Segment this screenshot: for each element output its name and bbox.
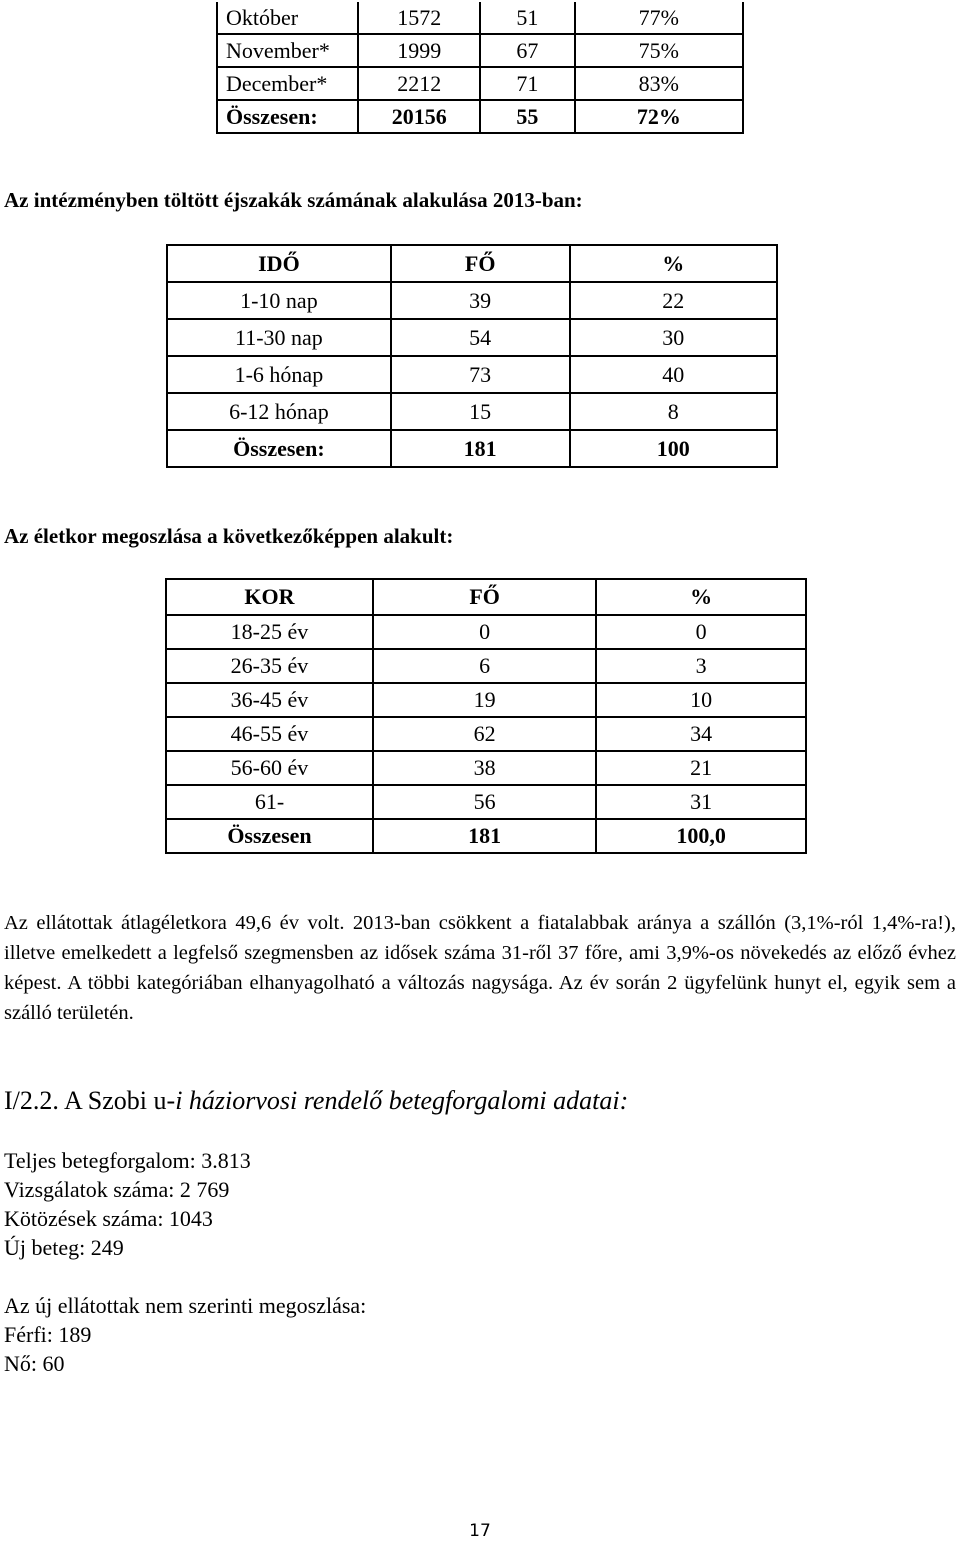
- table-cell: 73: [391, 356, 570, 393]
- table-cell: November*: [217, 34, 358, 67]
- table-cell: 6-12 hónap: [167, 393, 391, 430]
- table-cell: 31: [596, 785, 806, 819]
- nights-table: [166, 244, 778, 468]
- table-cell: 30: [570, 319, 777, 356]
- table-cell: 181: [391, 430, 570, 467]
- gender-heading: Az új ellátottak nem szerinti megoszlása:: [4, 1293, 367, 1318]
- table-cell: 55: [480, 100, 575, 133]
- gender-line: Nő: 60: [4, 1351, 65, 1376]
- section-title: [4, 1086, 628, 1116]
- table-cell: 38: [373, 751, 596, 785]
- monthly-table: [216, 2, 744, 134]
- table-row: [166, 649, 806, 683]
- table-cell: 83%: [575, 67, 743, 100]
- table-cell: 10: [596, 683, 806, 717]
- table-row: [166, 785, 806, 819]
- table-cell: 72%: [575, 100, 743, 133]
- gender-line: Férfi: 189: [4, 1322, 92, 1347]
- table-row: [217, 67, 743, 100]
- table-cell: 51: [480, 2, 575, 34]
- table-cell: 100: [570, 430, 777, 467]
- age-table: [165, 578, 807, 854]
- section-title-italic: i háziorvosi rendelő betegforgalomi adatai:: [175, 1086, 629, 1115]
- table-cell: 46-55 év: [166, 717, 373, 751]
- table-row: [167, 282, 777, 319]
- table-cell: 39: [391, 282, 570, 319]
- table-cell: 6: [373, 649, 596, 683]
- table-row: [166, 683, 806, 717]
- table-row: [217, 34, 743, 67]
- table-cell: Október: [217, 2, 358, 34]
- age-heading: Az életkor megoszlása a következőképpen alakult:: [4, 524, 454, 548]
- column-header: FŐ: [373, 579, 596, 615]
- table-row: [166, 751, 806, 785]
- table-cell: 20156: [358, 100, 480, 133]
- table-cell: 21: [596, 751, 806, 785]
- table-cell: 22: [570, 282, 777, 319]
- table-cell: 56-60 év: [166, 751, 373, 785]
- table-cell: 71: [480, 67, 575, 100]
- table-cell: 1-10 nap: [167, 282, 391, 319]
- table-cell: 18-25 év: [166, 615, 373, 649]
- table-cell: 54: [391, 319, 570, 356]
- table-row: [167, 356, 777, 393]
- column-header: KOR: [166, 579, 373, 615]
- table-cell: Összesen:: [167, 430, 391, 467]
- table-cell: 0: [373, 615, 596, 649]
- table-cell: 3: [596, 649, 806, 683]
- table-cell: 40: [570, 356, 777, 393]
- table-cell: 1572: [358, 2, 480, 34]
- table-cell: 77%: [575, 2, 743, 34]
- table-cell: 8: [570, 393, 777, 430]
- table-cell: 34: [596, 717, 806, 751]
- column-header: %: [570, 245, 777, 282]
- page-number: 17: [469, 1521, 491, 1541]
- table-total-row: [217, 100, 743, 133]
- nights-heading: Az intézményben töltött éjszakák számának alakulása 2013-ban:: [4, 188, 583, 212]
- table-row: [217, 2, 743, 34]
- table-total-row: [166, 819, 806, 853]
- stat-line: Kötözések száma: 1043: [4, 1206, 213, 1231]
- column-header: IDŐ: [167, 245, 391, 282]
- table-row: [167, 393, 777, 430]
- table-cell: 36-45 év: [166, 683, 373, 717]
- table-cell: 181: [373, 819, 596, 853]
- table-cell: 62: [373, 717, 596, 751]
- table-cell: 61-: [166, 785, 373, 819]
- table-cell: Összesen:: [217, 100, 358, 133]
- column-header: FŐ: [391, 245, 570, 282]
- table-row: [167, 319, 777, 356]
- table-cell: 1999: [358, 34, 480, 67]
- table-cell: 19: [373, 683, 596, 717]
- table-cell: 67: [480, 34, 575, 67]
- table-cell: 15: [391, 393, 570, 430]
- table-header-row: [166, 579, 806, 615]
- stat-line: Vizsgálatok száma: 2 769: [4, 1177, 230, 1202]
- table-cell: 11-30 nap: [167, 319, 391, 356]
- table-row: [166, 615, 806, 649]
- section-title-plain: A Szobi u-: [63, 1086, 176, 1115]
- table-cell: 0: [596, 615, 806, 649]
- column-header: %: [596, 579, 806, 615]
- table-cell: 2212: [358, 67, 480, 100]
- age-paragraph: Az ellátottak átlagéletkora 49,6 év volt. 2013-ban csökkent a fiatalabbak aránya a szállón (3,1%-ról 1,4%-ra!), illetve emelkedett a legfelső szegmensben az idősek száma 31-ről 37 főre, ami 3,9%-os növekedés az előző évhez képest. A többi kategóriában elhanyagolható a változás nagysága. Az év során 2 ügyfelünk hunyt el, egyik sem a szálló területén.: [4, 912, 956, 1024]
- table-header-row: [167, 245, 777, 282]
- stat-line: Új beteg: 249: [4, 1235, 124, 1260]
- section-number: I/2.2.: [4, 1086, 59, 1115]
- table-cell: 75%: [575, 34, 743, 67]
- table-row: [166, 717, 806, 751]
- table-cell: 1-6 hónap: [167, 356, 391, 393]
- stat-line: Teljes betegforgalom: 3.813: [4, 1148, 251, 1173]
- table-cell: 56: [373, 785, 596, 819]
- table-cell: December*: [217, 67, 358, 100]
- table-cell: 26-35 év: [166, 649, 373, 683]
- table-cell: Összesen: [166, 819, 373, 853]
- table-total-row: [167, 430, 777, 467]
- table-cell: 100,0: [596, 819, 806, 853]
